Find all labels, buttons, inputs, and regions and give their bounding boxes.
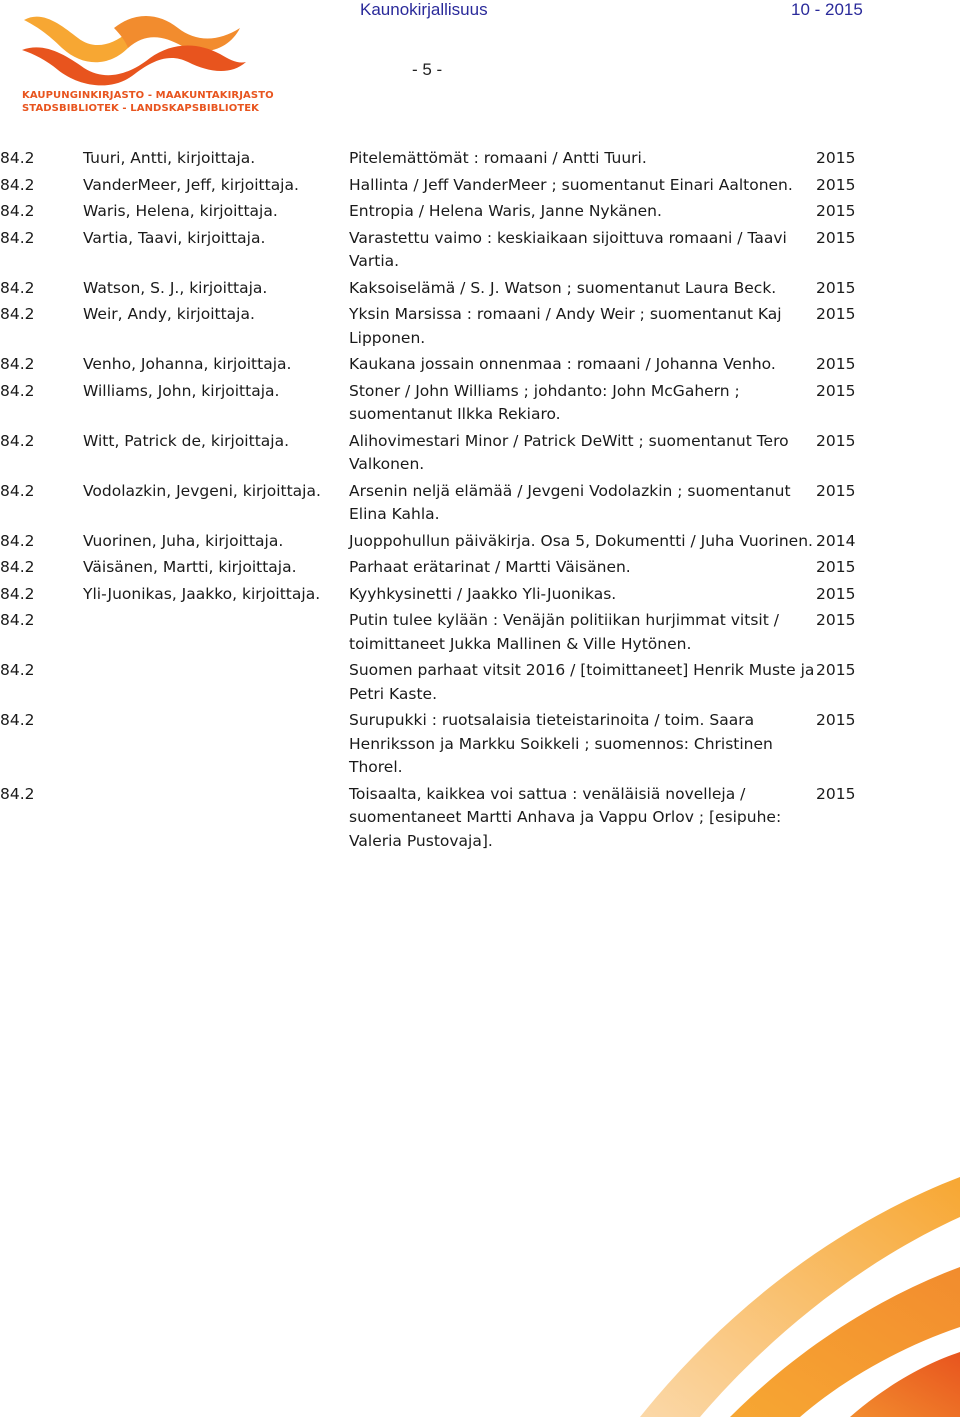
classification-cell: 84.2 [0,381,35,400]
book-list-body [0,147,876,856]
page-number: - 5 - [412,60,443,79]
author-cell: Väisänen, Martti, kirjoittaja. [83,558,297,576]
title-cell: Putin tulee kylään : Venäjän politiikan hurjimmat vitsit / toimittaneet Jukka Mallinen & Ville Hytönen. [349,611,779,653]
header-date: 10 - 2015 [791,0,863,19]
table-row [0,783,876,857]
classification-cell: 84.2 [0,481,35,500]
year-cell: 2015 [816,202,856,220]
book-list-table [0,147,876,856]
author-cell: Witt, Patrick de, kirjoittaja. [83,431,289,450]
table-row [0,530,876,557]
year-cell: 2014 [816,531,856,550]
title-cell: Surupukki : ruotsalaisia tieteistarinoita / toim. Saara Henriksson ja Markku Soikkeli ; suomennos: Christinen Thorel. [349,711,773,776]
author-cell: Vartia, Taavi, kirjoittaja. [83,228,266,247]
table-row [0,147,876,174]
library-wave-logo-icon [18,8,248,88]
classification-cell: 84.2 [0,278,35,297]
table-row [0,174,876,201]
classification-cell: 84.2 [0,149,35,167]
year-cell: 2015 [816,228,856,247]
classification-cell: 84.2 [0,175,35,194]
author-cell: Waris, Helena, kirjoittaja. [83,202,278,220]
classification-cell: 84.2 [0,531,35,550]
author-cell: Watson, S. J., kirjoittaja. [83,278,268,297]
year-cell: 2015 [816,584,856,603]
classification-cell: 84.2 [0,228,35,247]
table-row [0,380,876,430]
classification-cell: 84.2 [0,305,35,323]
table-row [0,227,876,277]
year-cell: 2015 [816,481,856,500]
author-cell: VanderMeer, Jeff, kirjoittaja. [83,175,299,194]
table-row [0,277,876,304]
year-cell: 2015 [816,431,856,450]
title-cell: Kyyhkysinetti / Jaakko Yli-Juonikas. [349,584,617,603]
author-cell [83,709,349,783]
author-cell: Venho, Johanna, kirjoittaja. [83,355,292,373]
year-cell: 2015 [816,661,856,679]
title-cell: Kaksoiselämä / S. J. Watson ; suomentanut Laura Beck. [349,278,777,297]
author-cell: Williams, John, kirjoittaja. [83,381,280,400]
table-row [0,583,876,610]
title-cell: Hallinta / Jeff VanderMeer ; suomentanut Einari Aaltonen. [349,175,793,194]
table-row [0,430,876,480]
title-cell: Parhaat erätarinat / Martti Väisänen. [349,558,631,576]
author-cell: Vodolazkin, Jevgeni, kirjoittaja. [83,481,321,500]
year-cell: 2015 [816,355,856,373]
year-cell: 2015 [816,278,856,297]
year-cell: 2015 [816,149,856,167]
author-cell: Yli-Juonikas, Jaakko, kirjoittaja. [83,584,321,603]
classification-cell: 84.2 [0,558,35,576]
year-cell: 2015 [816,784,856,803]
logo-text-line-1: KAUPUNGINKIRJASTO - MAAKUNTAKIRJASTO [22,90,274,101]
title-cell: Arsenin neljä elämää / Jevgeni Vodolazkin ; suomentanut Elina Kahla. [349,481,791,523]
decorative-swoosh-icon [630,1157,960,1417]
classification-cell: 84.2 [0,784,35,803]
author-cell [83,783,349,857]
classification-cell: 84.2 [0,661,35,679]
classification-cell: 84.2 [0,611,35,629]
table-row [0,709,876,783]
title-cell: Alihovimestari Minor / Patrick DeWitt ; suomentanut Tero Valkonen. [349,431,789,473]
title-cell: Toisaalta, kaikkea voi sattua : venäläisiä novelleja / suomentaneet Martti Anhava ja Vappu Orlov ; [esipuhe: Valeria Pustovaja]. [349,784,782,850]
title-cell: Pitelemättömät : romaani / Antti Tuuri. [349,149,647,167]
title-cell: Yksin Marsissa : romaani / Andy Weir ; suomentanut Kaj Lipponen. [349,305,782,347]
author-cell: Weir, Andy, kirjoittaja. [83,305,255,323]
author-cell [83,659,349,709]
logo-text-line-2: STADSBIBLIOTEK - LANDSKAPSBIBLIOTEK [22,103,260,114]
year-cell: 2015 [816,558,856,576]
classification-cell: 84.2 [0,355,35,373]
author-cell [83,609,349,659]
year-cell: 2015 [816,381,856,400]
year-cell: 2015 [816,611,856,629]
classification-cell: 84.2 [0,202,35,220]
title-cell: Kaukana jossain onnenmaa : romaani / Johanna Venho. [349,355,776,373]
year-cell: 2015 [816,175,856,194]
author-cell: Tuuri, Antti, kirjoittaja. [83,149,256,167]
author-cell: Vuorinen, Juha, kirjoittaja. [83,531,284,550]
year-cell: 2015 [816,305,856,323]
title-cell: Juoppohullun päiväkirja. Osa 5, Dokumentti / Juha Vuorinen. [349,531,813,550]
table-row [0,556,876,583]
table-row [0,353,876,380]
table-row [0,659,876,709]
title-cell: Stoner / John Williams ; johdanto: John McGahern ; suomentanut Ilkka Rekiaro. [349,381,740,423]
table-row [0,480,876,530]
table-row [0,609,876,659]
classification-cell: 84.2 [0,584,35,603]
year-cell: 2015 [816,711,856,729]
library-logo [18,8,274,118]
header-title: Kaunokirjallisuus [360,0,488,19]
classification-cell: 84.2 [0,431,35,450]
table-row [0,200,876,227]
table-row [0,303,876,353]
title-cell: Entropia / Helena Waris, Janne Nykänen. [349,202,662,220]
title-cell: Varastettu vaimo : keskiaikaan sijoittuva romaani / Taavi Vartia. [349,228,787,270]
classification-cell: 84.2 [0,711,35,729]
title-cell: Suomen parhaat vitsit 2016 / [toimittaneet] Henrik Muste ja Petri Kaste. [349,661,815,703]
